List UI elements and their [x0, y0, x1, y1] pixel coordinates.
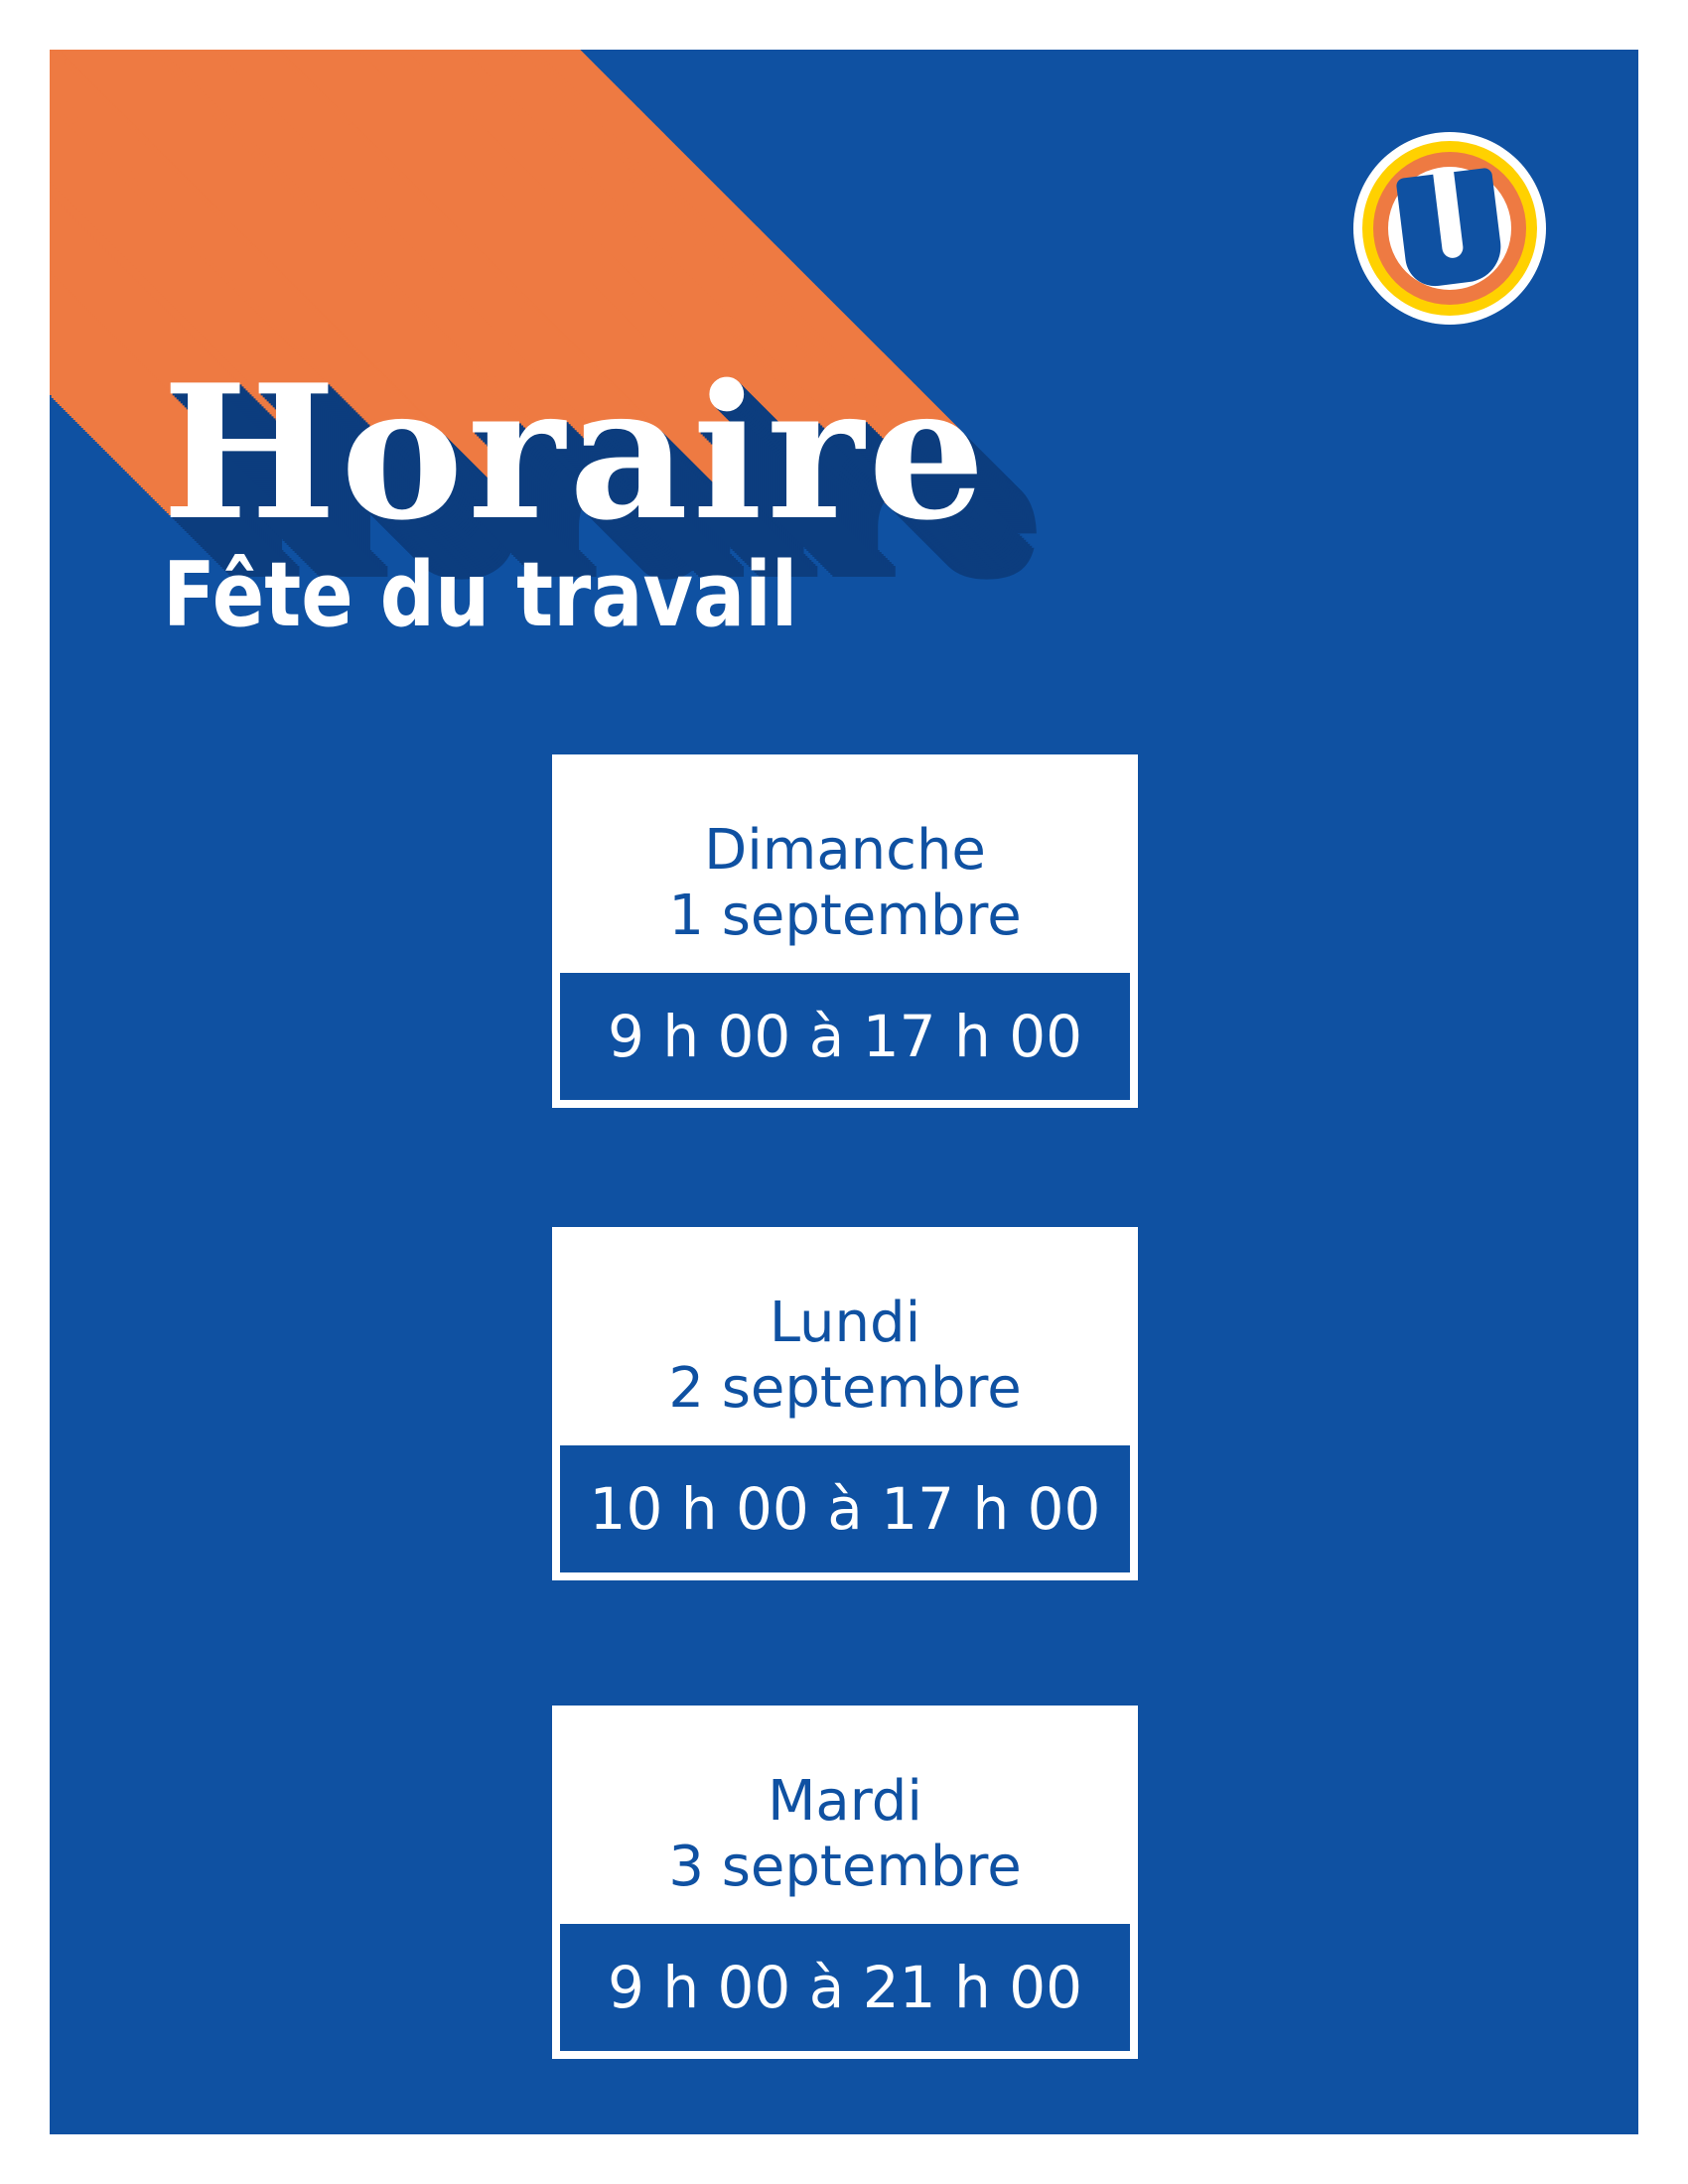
logo-inner-disc [1388, 167, 1511, 290]
date-label: 1 septembre [668, 884, 1022, 948]
poster-page [50, 50, 1638, 2134]
schedule-card [552, 1706, 1138, 2059]
day-label: Dimanche [704, 818, 986, 883]
hours-label: 9 h 00 à 17 h 00 [608, 1003, 1082, 1070]
logo-u-letter [1395, 168, 1504, 290]
hours-label: 9 h 00 à 21 h 00 [608, 1954, 1082, 2021]
hours-bar [560, 973, 1130, 1100]
card-date-header [552, 754, 1138, 973]
logo-u-counter [1433, 170, 1465, 259]
schedule-card [552, 754, 1138, 1108]
day-label: Lundi [769, 1291, 921, 1355]
hours-label: 10 h 00 à 17 h 00 [589, 1475, 1101, 1543]
logo-yellow-ring [1362, 141, 1537, 316]
u-logo-icon [1353, 132, 1546, 325]
schedule-card [552, 1227, 1138, 1580]
logo-orange-ring [1373, 152, 1526, 305]
page-subtitle: Fête du travail [163, 543, 798, 647]
day-label: Mardi [768, 1769, 922, 1834]
logo-outer-ring [1353, 132, 1546, 325]
page-title: Horaire [162, 343, 990, 561]
date-label: 2 septembre [668, 1356, 1022, 1421]
hours-bar [560, 1445, 1130, 1572]
hours-bar [560, 1924, 1130, 2051]
date-label: 3 septembre [668, 1835, 1022, 1899]
card-date-header [552, 1706, 1138, 1924]
card-date-header [552, 1227, 1138, 1445]
